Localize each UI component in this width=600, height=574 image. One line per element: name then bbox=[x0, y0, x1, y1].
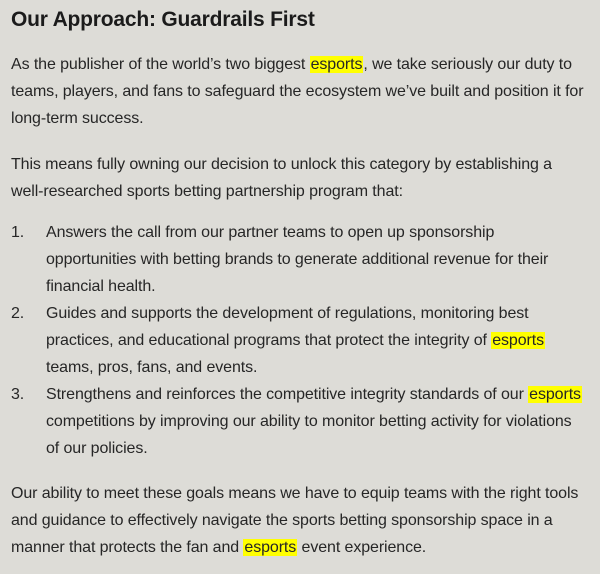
list-item-text-end: competitions by improving our ability to monitor betting activity for violations of our policies. bbox=[46, 413, 572, 457]
list-item bbox=[11, 219, 588, 300]
closing-text-continued: event experience. bbox=[297, 539, 427, 556]
list-item-text bbox=[46, 381, 588, 462]
highlighted-term: esports bbox=[310, 56, 363, 73]
highlighted-term: esports bbox=[492, 332, 544, 349]
list-item-text-start: Strengthens and reinforces the competitive integrity standards of our bbox=[46, 386, 529, 403]
list-item-number: 2. bbox=[11, 305, 25, 322]
closing-text: Our ability to meet these goals means we have to equip teams with the right tools and guidance to effectively navigate the sports betting sponsorship space in a manner that protects the fan and bbox=[11, 485, 579, 556]
list-item-text bbox=[46, 300, 588, 381]
list-item bbox=[11, 381, 588, 462]
intro-text-continued: , we take seriously our duty to teams, players, and fans to safeguard the ecosystem we’ve built and position it for long-term success. bbox=[11, 56, 584, 127]
intro-text: As the publisher of the world’s two biggest bbox=[11, 56, 310, 73]
highlighted-term: esports bbox=[529, 386, 581, 403]
list-item bbox=[11, 300, 588, 381]
program-paragraph: This means fully owning our decision to unlock this category by establishing a well-researched sports betting partnership program that: bbox=[11, 156, 552, 200]
goals-list bbox=[11, 219, 588, 462]
intro-paragraph bbox=[11, 51, 588, 132]
list-item-text bbox=[46, 219, 588, 300]
section-heading: Our Approach: Guardrails First bbox=[11, 8, 315, 31]
list-item-number: 3. bbox=[11, 386, 25, 403]
list-item-text-start: Guides and supports the development of regulations, monitoring best practices, and educational programs that protect the integrity of bbox=[46, 305, 529, 349]
closing-paragraph bbox=[11, 480, 588, 561]
highlighted-term: esports bbox=[244, 539, 297, 556]
list-item-text-start: Answers the call from our partner teams to open up sponsorship opportunities with betting brands to generate additional revenue for their financial health. bbox=[46, 224, 549, 295]
list-item-number: 1. bbox=[11, 224, 25, 241]
list-item-text-end: teams, pros, fans, and events. bbox=[46, 359, 258, 376]
